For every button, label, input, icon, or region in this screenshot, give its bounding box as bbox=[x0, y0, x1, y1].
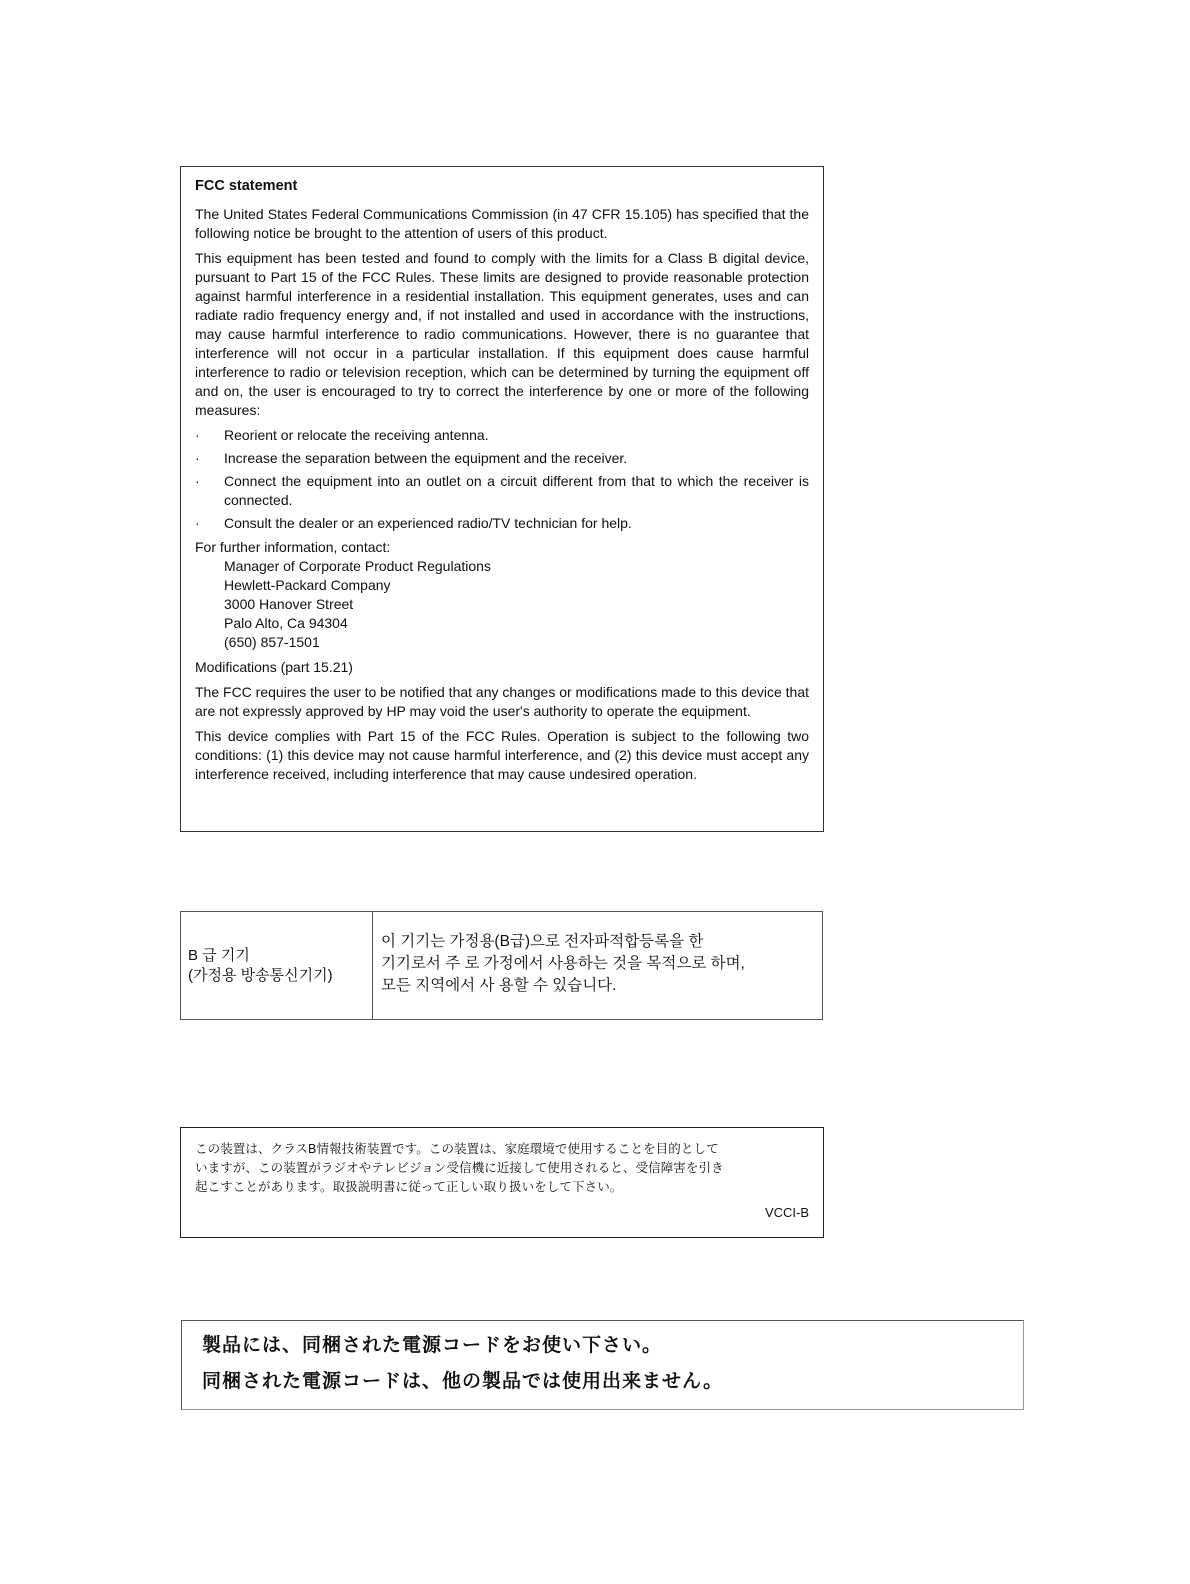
fcc-contact-intro: For further information, contact: bbox=[195, 539, 391, 555]
contact-line: Manager of Corporate Product Regulations bbox=[224, 558, 491, 574]
vcci-mark: VCCI-B bbox=[764, 1205, 809, 1220]
fcc-part15-paragraph: This device complies with Part 15 of the FCC Rules. Operation is subject to the following two conditions: (1) this device may not cause harmful interference, and (2) this device must accept any interference received, including interference that may cause undesired operation. bbox=[195, 728, 809, 782]
contact-line: 3000 Hanover Street bbox=[224, 596, 354, 612]
table-divider bbox=[372, 912, 373, 1019]
fcc-intro-paragraph: The United States Federal Communications Commission (in 47 CFR 15.105) has specified that the following notice be brought to the attention of users of this product. bbox=[195, 206, 809, 241]
fcc-modifications-paragraph: The FCC requires the user to be notified that any changes or modifications made to this device that are not expressly approved by HP may void the user's authority to operate the equipment. bbox=[195, 684, 809, 719]
fcc-measures-list bbox=[195, 426, 809, 533]
list-item: · Connect the equipment into an outlet on a circuit different from that to which the receiver is connected. bbox=[195, 473, 809, 508]
fcc-modifications-heading: Modifications (part 15.21) bbox=[195, 659, 353, 675]
list-item: · Consult the dealer or an experienced radio/TV technician for help. bbox=[195, 515, 632, 531]
vcci-text: この装置は、クラスB情報技術装置です。この装置は、家庭環境で使用することを目的として いますが、この装置がラジオやテレビジョン受信機に近接して使用されると、受信障害を引き 起こすことがあります。取扱説明書に従って正しい取り扱いをして下さい。 bbox=[195, 1142, 724, 1194]
fcc-contact-address bbox=[195, 557, 809, 652]
list-item: · Increase the separation between the equipment and the receiver. bbox=[195, 450, 628, 466]
bullet: · bbox=[195, 450, 200, 466]
fcc-title: FCC statement bbox=[195, 178, 298, 194]
bullet: · bbox=[195, 473, 200, 489]
power-cord-line-2: 同梱された電源コードは、他の製品では使用出来ません。 bbox=[202, 1371, 724, 1392]
power-cord-line-1: 製品には、同梱された電源コードをお使い下さい。 bbox=[202, 1335, 663, 1356]
contact-line: Palo Alto, Ca 94304 bbox=[224, 615, 348, 631]
bullet: · bbox=[195, 427, 200, 443]
contact-line: (650) 857-1501 bbox=[224, 634, 320, 650]
vcci-statement-box bbox=[180, 1127, 824, 1238]
korea-class-statement: 이 기기는 가정용(B급)으로 전자파적합등록을 한 기기로서 주 로 가정에서 사용하는 것을 목적으로 하며, 모든 지역에서 사 용할 수 있습니다. bbox=[381, 933, 745, 994]
bullet: · bbox=[195, 515, 200, 531]
list-item: · Reorient or relocate the receiving antenna. bbox=[195, 427, 489, 443]
power-cord-notice-box bbox=[181, 1320, 1024, 1410]
fcc-compliance-paragraph: This equipment has been tested and found to comply with the limits for a Class B digital device, pursuant to Part 15 of the FCC Rules. These limits are designed to provide reasonable protection against harmful interference in a residential installation. This equipment generates, uses and can radiate radio frequency energy and, if not installed and used in accordance with the instructions, may cause harmful interference to radio communications. However, there is no guarantee that interference will not occur in a particular installation. If this equipment does cause harmful interference to radio or television reception, which can be determined by turning the equipment off and on, the user is encouraged to try to correct the interference by one or more of the following measures: bbox=[195, 250, 809, 418]
korea-class-b-box bbox=[180, 911, 823, 1020]
korea-class-label: B 급 기기 (가정용 방송통신기기) bbox=[188, 947, 333, 984]
contact-line: Hewlett-Packard Company bbox=[224, 577, 391, 593]
fcc-statement-box bbox=[180, 166, 824, 832]
